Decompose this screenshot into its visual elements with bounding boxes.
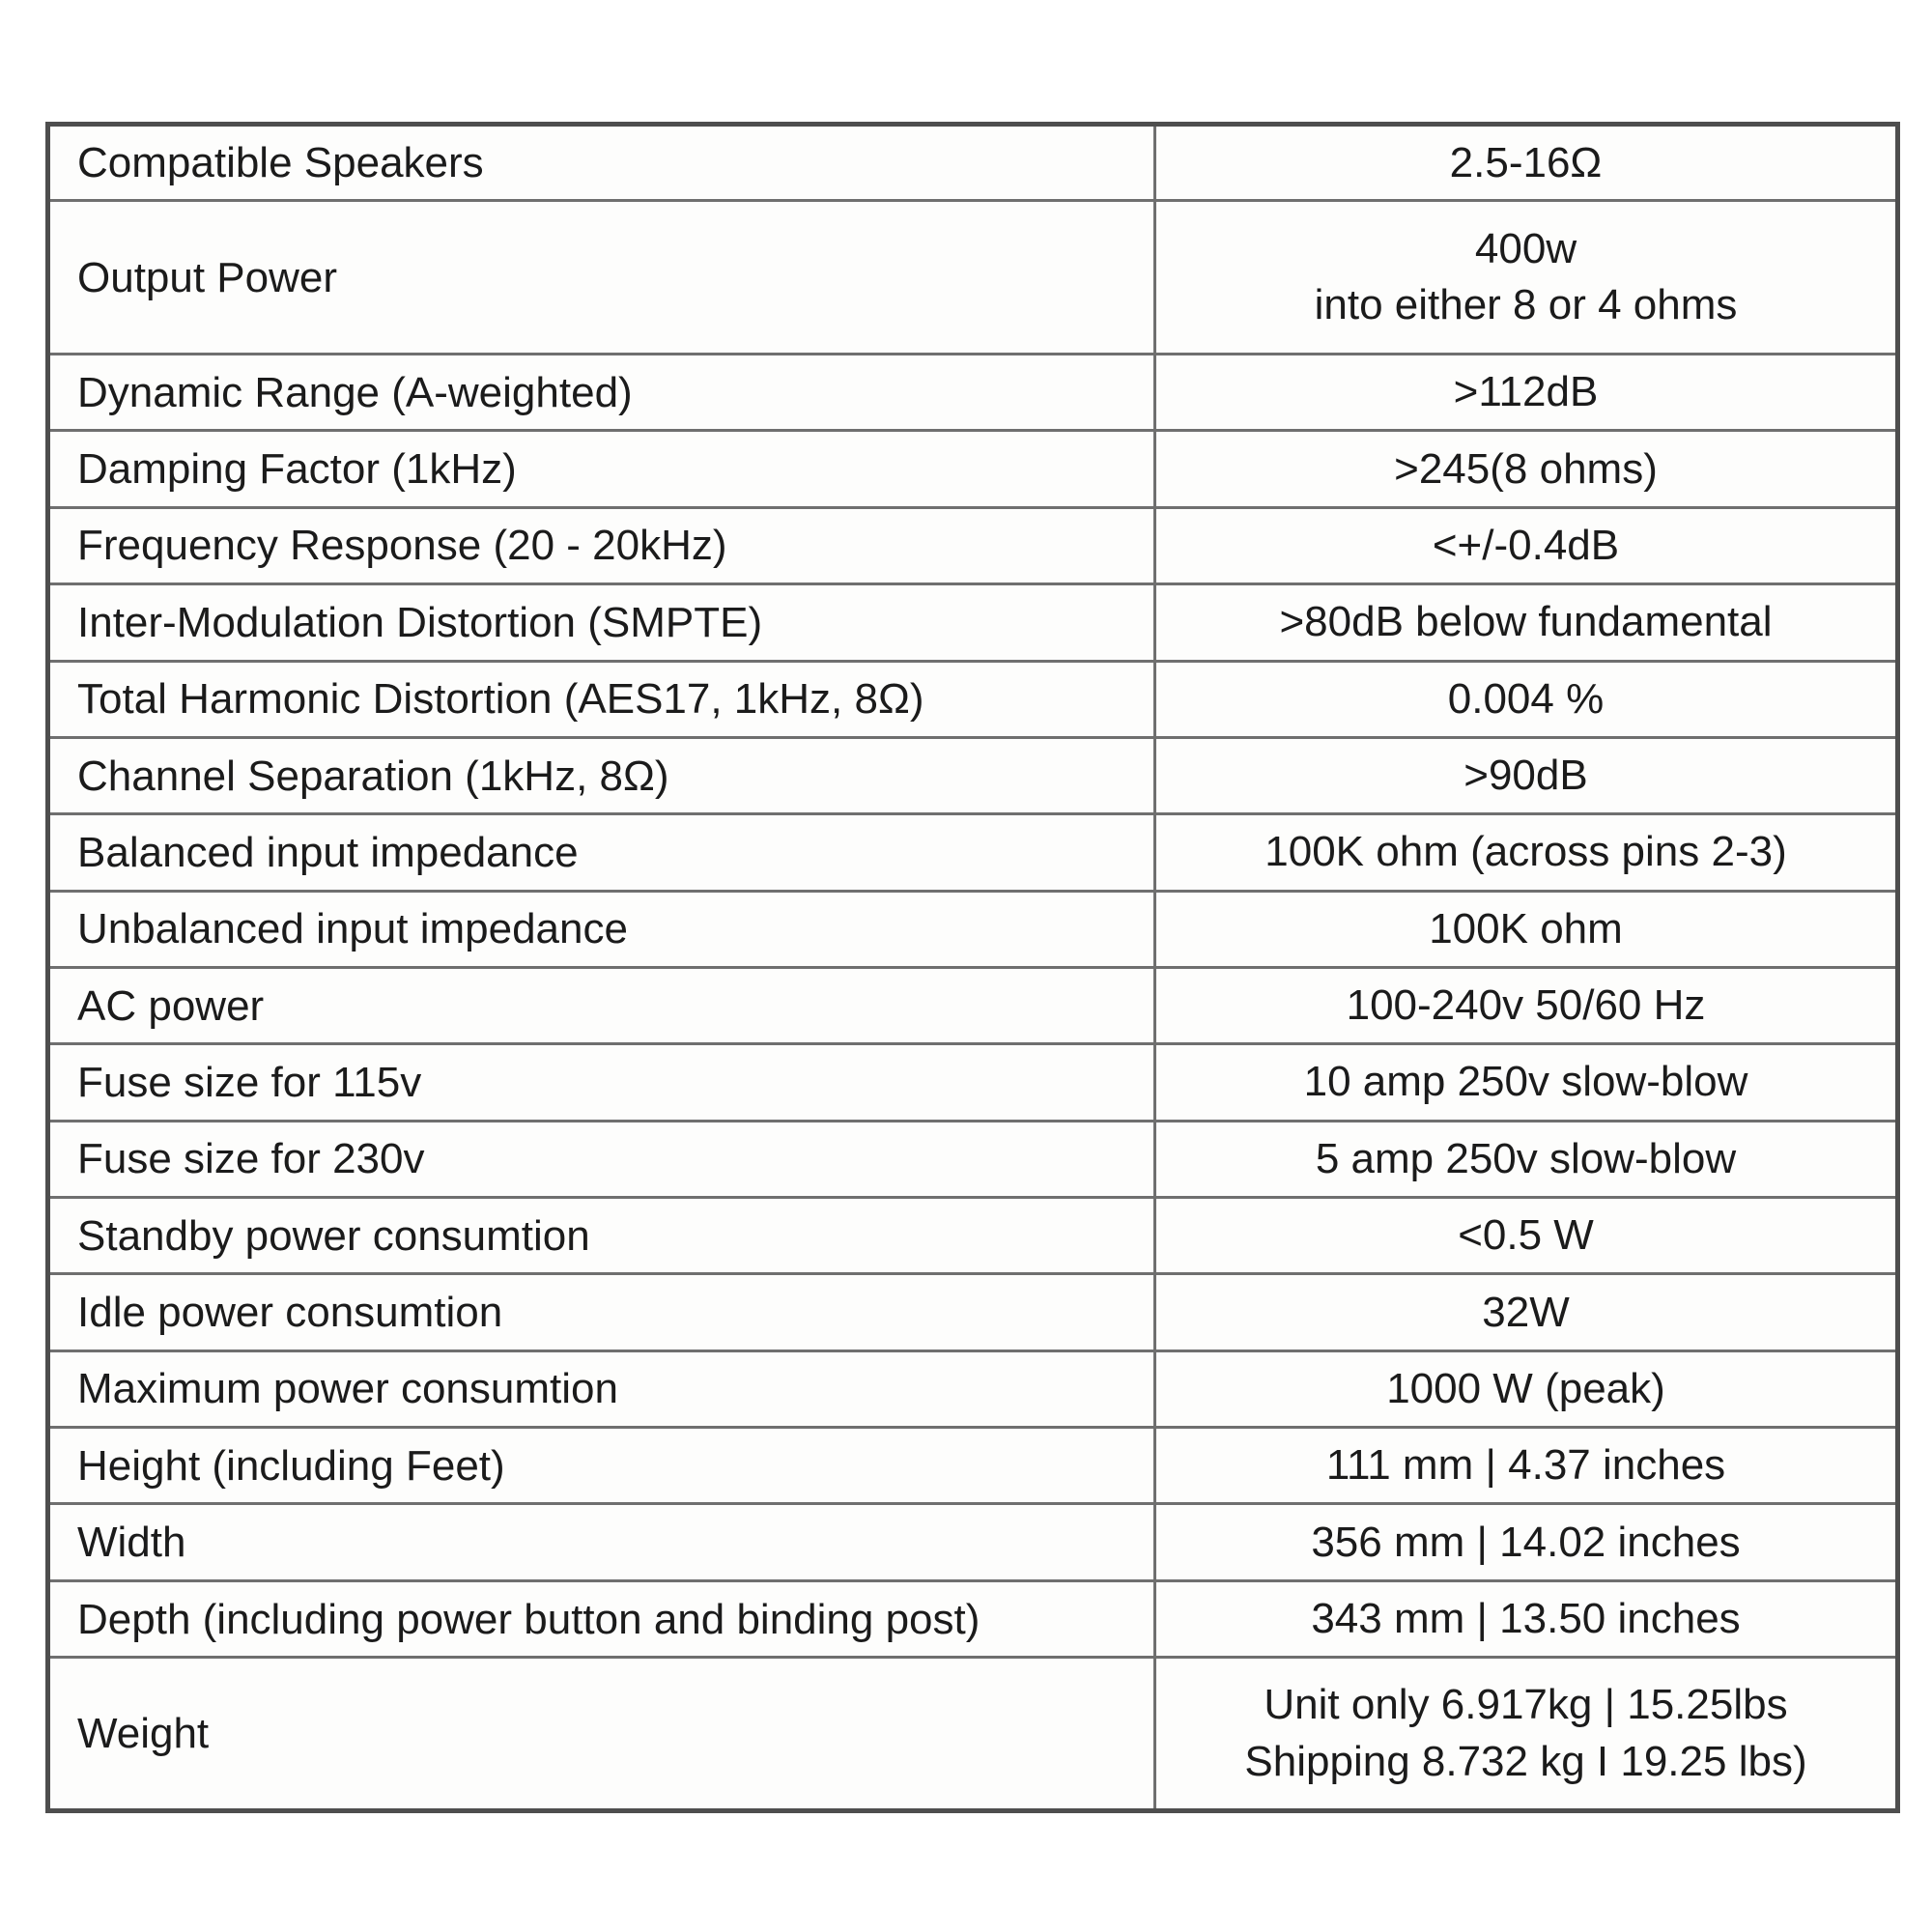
spec-value-line: 2.5-16Ω bbox=[1449, 138, 1603, 186]
spec-label-text: Maximum power consumtion bbox=[77, 1365, 618, 1413]
spec-label bbox=[48, 1504, 1155, 1580]
spec-value-line: 400w bbox=[1474, 225, 1577, 273]
spec-label-text: Idle power consumtion bbox=[77, 1289, 503, 1337]
spec-row bbox=[48, 1658, 1898, 1811]
spec-row bbox=[48, 661, 1898, 737]
spec-label bbox=[48, 661, 1155, 737]
spec-label bbox=[48, 1121, 1155, 1197]
spec-value-line: 5 amp 250v slow-blow bbox=[1315, 1134, 1737, 1182]
spec-value-line: 0.004 % bbox=[1447, 674, 1605, 723]
spec-value-line: 100K ohm bbox=[1429, 904, 1623, 952]
spec-label-text: Unbalanced input impedance bbox=[77, 905, 628, 953]
spec-label bbox=[48, 355, 1155, 431]
spec-label bbox=[48, 1274, 1155, 1350]
spec-row bbox=[48, 1428, 1898, 1504]
spec-value-line: 100-240v 50/60 Hz bbox=[1346, 981, 1706, 1030]
spec-label bbox=[48, 1198, 1155, 1274]
spec-label-text: Fuse size for 115v bbox=[77, 1058, 422, 1106]
spec-label bbox=[48, 584, 1155, 661]
spec-label-text: Inter-Modulation Distortion (SMPTE) bbox=[77, 598, 763, 646]
spec-label-text: Dynamic Range (A-weighted) bbox=[77, 368, 633, 416]
spec-value-line: 1000 W (peak) bbox=[1386, 1364, 1665, 1412]
spec-row bbox=[48, 125, 1898, 201]
spec-value bbox=[1155, 1198, 1898, 1274]
spec-value bbox=[1155, 201, 1898, 355]
spec-row bbox=[48, 1350, 1898, 1427]
spec-label bbox=[48, 967, 1155, 1043]
spec-label-text: Channel Separation (1kHz, 8Ω) bbox=[77, 752, 669, 800]
spec-row bbox=[48, 1274, 1898, 1350]
spec-label bbox=[48, 1580, 1155, 1657]
spec-table bbox=[45, 122, 1900, 1813]
spec-value bbox=[1155, 125, 1898, 201]
spec-value bbox=[1155, 1504, 1898, 1580]
spec-row bbox=[48, 1198, 1898, 1274]
spec-label-text: Fuse size for 230v bbox=[77, 1135, 425, 1183]
spec-label bbox=[48, 737, 1155, 813]
spec-label-text: Width bbox=[77, 1519, 186, 1567]
spec-label-text: Balanced input impedance bbox=[77, 828, 579, 876]
spec-value bbox=[1155, 1580, 1898, 1657]
spec-row bbox=[48, 1044, 1898, 1121]
spec-label-text: Damping Factor (1kHz) bbox=[77, 445, 517, 494]
spec-value bbox=[1155, 737, 1898, 813]
spec-value-line: 343 mm | 13.50 inches bbox=[1311, 1594, 1741, 1642]
spec-row bbox=[48, 737, 1898, 813]
spec-value bbox=[1155, 584, 1898, 661]
spec-value bbox=[1155, 1121, 1898, 1197]
spec-value bbox=[1155, 355, 1898, 431]
spec-label bbox=[48, 1044, 1155, 1121]
spec-row bbox=[48, 584, 1898, 661]
spec-label bbox=[48, 201, 1155, 355]
spec-label-text: AC power bbox=[77, 981, 265, 1030]
spec-row bbox=[48, 891, 1898, 967]
spec-value bbox=[1155, 967, 1898, 1043]
spec-value bbox=[1155, 661, 1898, 737]
spec-label bbox=[48, 431, 1155, 507]
spec-row bbox=[48, 1121, 1898, 1197]
spec-value bbox=[1155, 891, 1898, 967]
spec-label bbox=[48, 814, 1155, 891]
spec-value-line: Shipping 8.732 kg I 19.25 lbs) bbox=[1244, 1737, 1807, 1785]
spec-label bbox=[48, 1350, 1155, 1427]
spec-value bbox=[1155, 1044, 1898, 1121]
spec-value-line: >80dB below fundamental bbox=[1279, 598, 1773, 646]
spec-table-body bbox=[48, 125, 1898, 1811]
spec-row bbox=[48, 814, 1898, 891]
spec-label bbox=[48, 1428, 1155, 1504]
spec-value-line: 111 mm | 4.37 inches bbox=[1325, 1441, 1726, 1490]
spec-value-line: <+/-0.4dB bbox=[1432, 521, 1620, 569]
spec-label-text: Standby power consumtion bbox=[77, 1211, 590, 1260]
spec-value-line: 32W bbox=[1482, 1288, 1570, 1336]
spec-value bbox=[1155, 507, 1898, 583]
spec-value-line: >112dB bbox=[1453, 368, 1599, 416]
spec-value bbox=[1155, 814, 1898, 891]
spec-row bbox=[48, 967, 1898, 1043]
spec-value bbox=[1155, 1274, 1898, 1350]
spec-value bbox=[1155, 1658, 1898, 1811]
spec-value-line: Unit only 6.917kg | 15.25lbs bbox=[1264, 1681, 1788, 1729]
spec-row bbox=[48, 1580, 1898, 1657]
spec-value bbox=[1155, 1350, 1898, 1427]
spec-row bbox=[48, 431, 1898, 507]
spec-label-text: Height (including Feet) bbox=[77, 1441, 505, 1490]
spec-row bbox=[48, 355, 1898, 431]
spec-value-line: 356 mm | 14.02 inches bbox=[1311, 1518, 1741, 1566]
spec-value bbox=[1155, 1428, 1898, 1504]
spec-label bbox=[48, 1658, 1155, 1811]
spec-value-line: 10 amp 250v slow-blow bbox=[1303, 1058, 1748, 1106]
spec-value-line: >90dB bbox=[1463, 752, 1588, 800]
spec-value-line: >245(8 ohms) bbox=[1394, 444, 1658, 493]
spec-value-line: into either 8 or 4 ohms bbox=[1314, 281, 1738, 329]
spec-label-text: Compatible Speakers bbox=[77, 139, 484, 187]
spec-row bbox=[48, 1504, 1898, 1580]
spec-value-line: <0.5 W bbox=[1458, 1211, 1594, 1260]
spec-value-line: 100K ohm (across pins 2-3) bbox=[1264, 828, 1787, 876]
spec-label bbox=[48, 507, 1155, 583]
spec-label-text: Output Power bbox=[77, 253, 338, 301]
spec-label bbox=[48, 125, 1155, 201]
spec-value bbox=[1155, 431, 1898, 507]
spec-row bbox=[48, 201, 1898, 355]
spec-label-text: Total Harmonic Distortion (AES17, 1kHz, 8Ω) bbox=[77, 675, 924, 724]
spec-row bbox=[48, 507, 1898, 583]
spec-label-text: Weight bbox=[77, 1710, 210, 1758]
spec-label-text: Frequency Response (20 - 20kHz) bbox=[77, 522, 727, 570]
spec-label-text: Depth (including power button and binding post) bbox=[77, 1595, 980, 1643]
spec-label bbox=[48, 891, 1155, 967]
